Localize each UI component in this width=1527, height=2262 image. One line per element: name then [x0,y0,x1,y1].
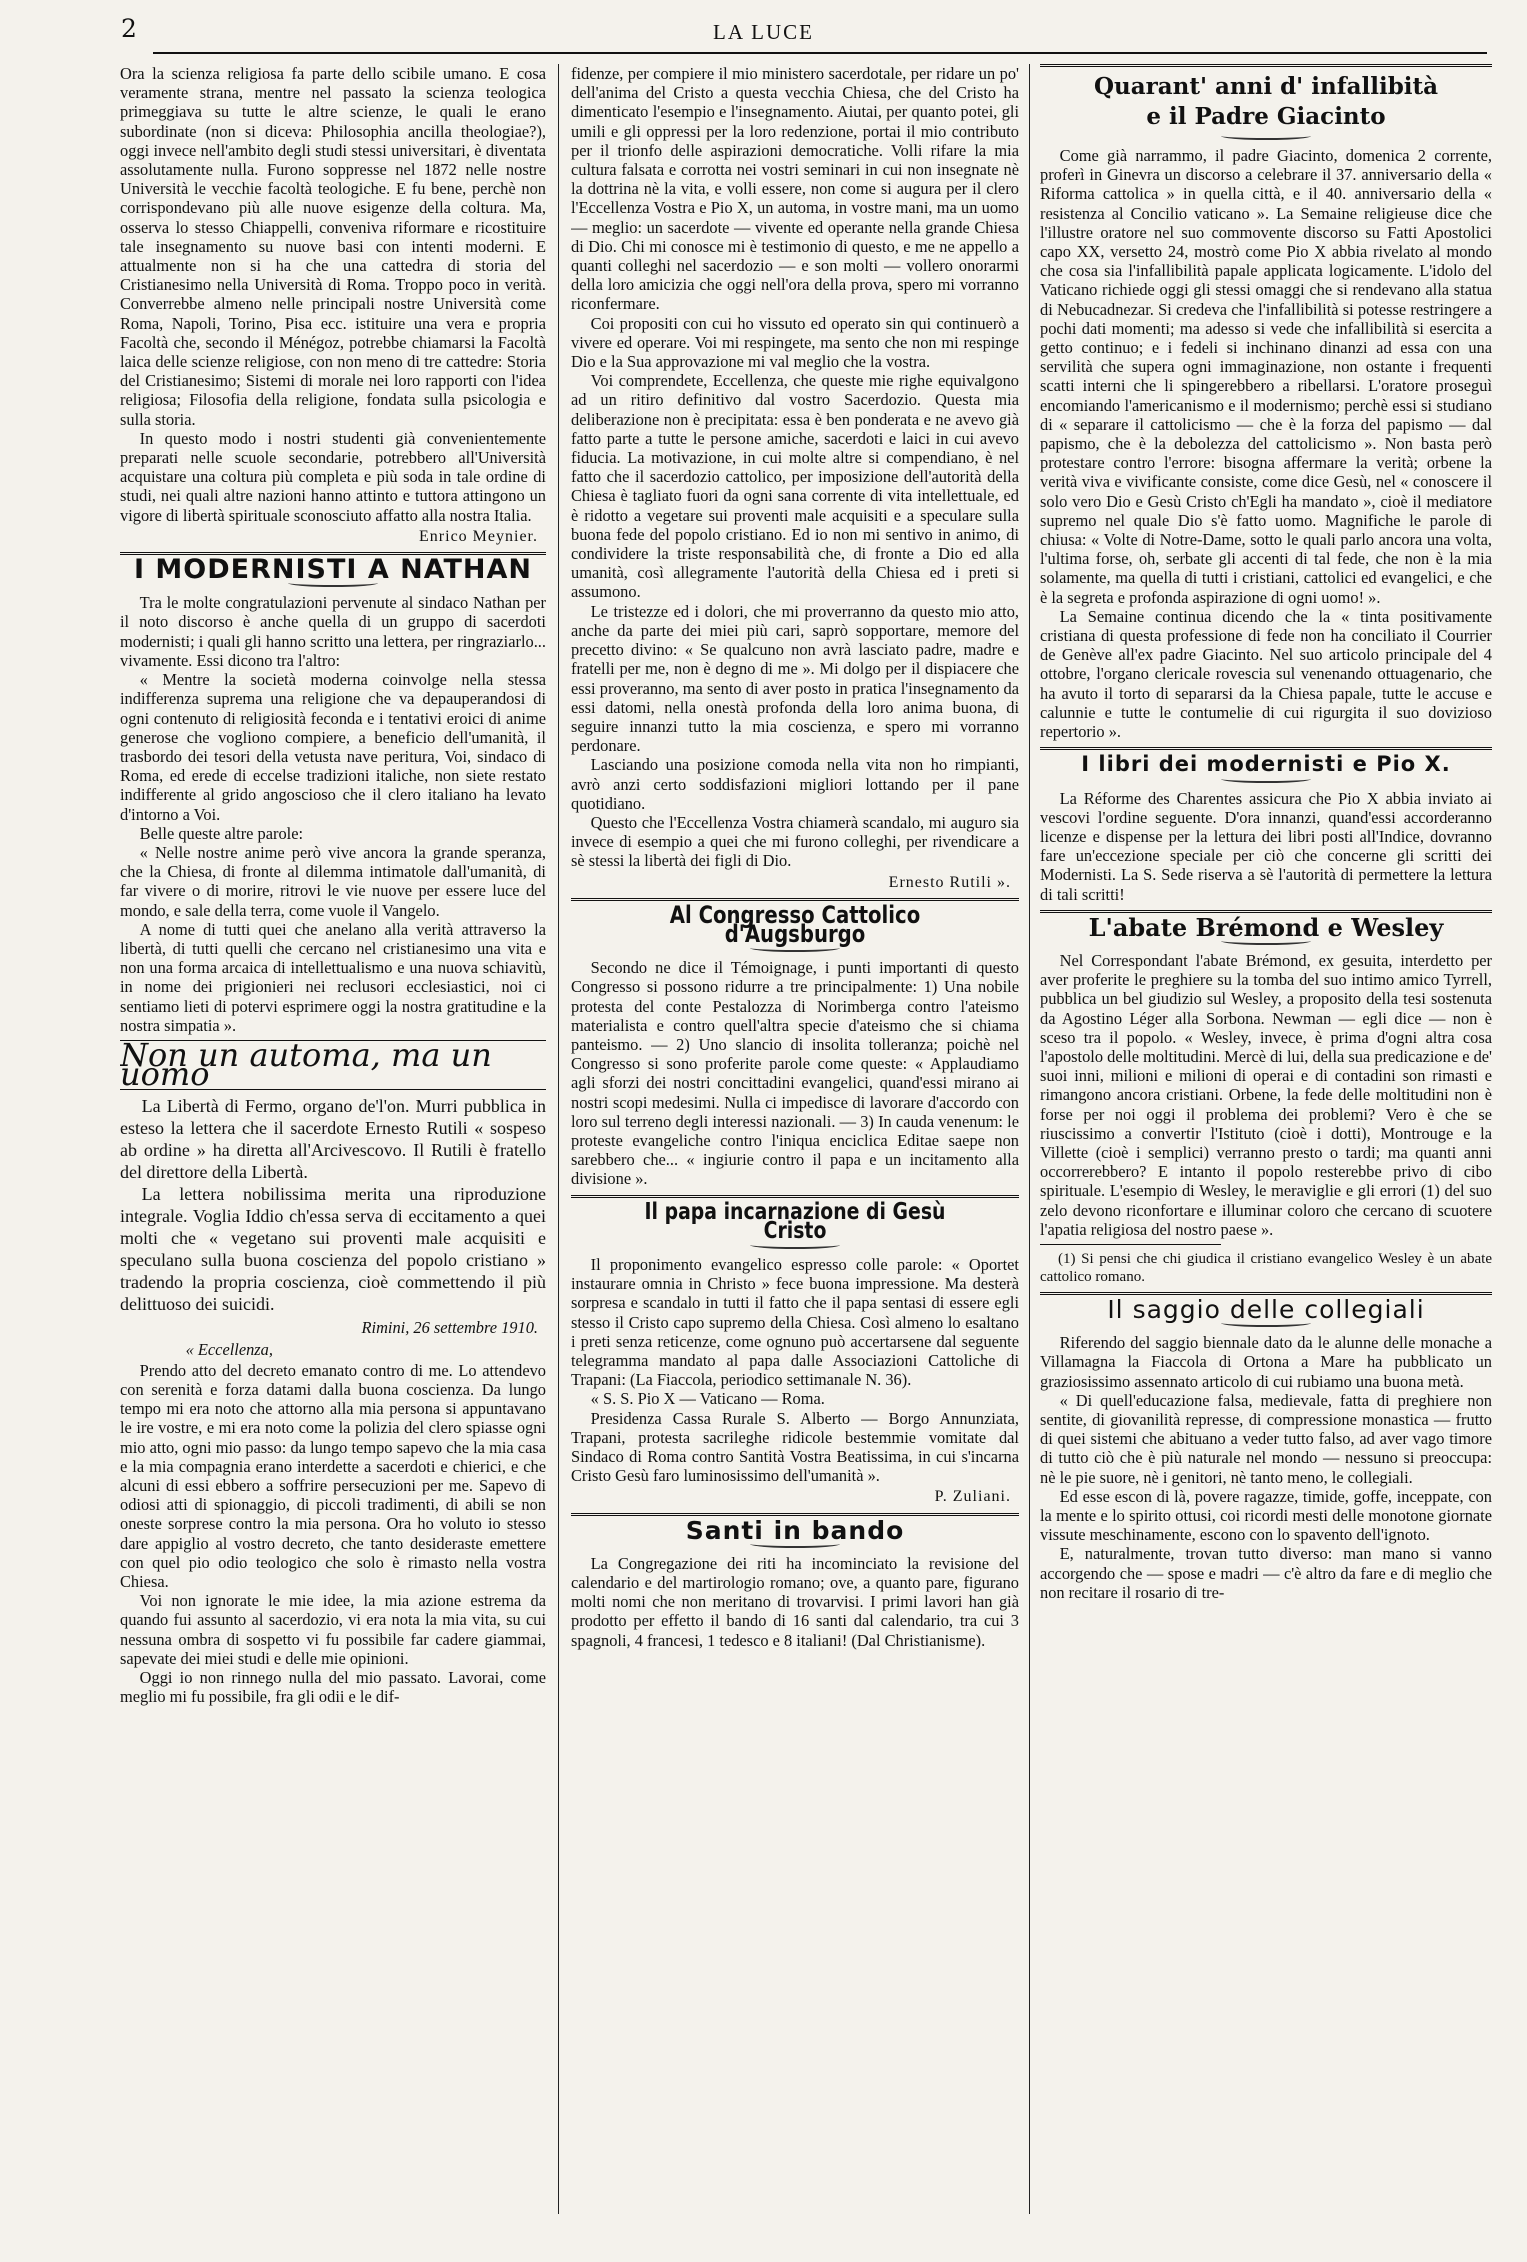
paragraph: Le tristezze ed i dolori, che mi proverranno da questo mio atto, anche da parte dei miei più cari, saprò sopportare, memore del precetto divino: « Se qualcuno non avrà lasciato padre, madre e fratelli per me, non è degno di me ». Mi dolgo per il dispiacere che essi proveranno, ma sento di aver posto in pratica l'insegnamento da essi datomi, nella onestà profonda della loro anima buona, di seguire innanzi tutto la mia coscienza, e spero mi vorranno perdonare. [571,601,1019,756]
paragraph: « Di quell'educazione falsa, medievale, fatta di preghiere non sentite, di giovanilità represse, di compressione monastica — frutto di quei sistemi che abituano a veder tutto falso, ad aver vago timore di tutto ciò che è più naturale nel mondo — nessuno si preoccupa: nè le pie suore, nè i genitori, nè tanto meno, le collegiali. [1040,1390,1492,1487]
paragraph: Ora la scienza religiosa fa parte dello scibile umano. E cosa veramente strana, mentre nel passato la scienza teologica primeggiava su tutte le altre scienze, le quali le erano subordinate (non si diceva: Philosophia ancilla theologiae?), oggi invece nell'ambito degli studi stessi universitari, è diventata assolutamente nulla. Furono soppresse nel 1872 nelle nostre Università le vecchie facoltà teologiche. E fu bene, perchè non corrispondevano più alle nuove esigenze della coltura. Ma, osserva lo stesso Chiappelli, conveniva riformare e ricostituire tale insegnamento su nuove basi con intenti moderni. E attualmente non si ha che una cattedra di storia del Cristianesimo nella Università di Roma. Troppo poco in verità. Converrebbe almeno nelle principali nostre Università come Roma, Napoli, Torino, Pisa ecc. istituire una vera e propria Facoltà che, secondo il Ménégoz, potrebbe chiamarsi la Facoltà laica delle scienze religiose, con non meno di tre cattedre: Storia del Cristianesimo; Sistemi di morale nei loro rapporti con l'idea religiosa; Filosofia della religione, fondata sulla psicologia e sulla storia. [120,64,546,429]
paragraph: Prendo atto del decreto emanato contro di me. Lo attendevo con serenità e forza datami dalla buona coscienza. Da lungo tempo mi era noto che attorno alla mia persona si appuntavano le ire vostre, e mi era noto come la polizia del clero spiasse ogni mio atto, ogni mio passo: da lungo tempo sapevo che la mia casa e la mia compagnia erano interdette a sacerdoti e chierici, e che alcuni di essi ebbero a soffrire persecuzioni per me. Sapevo di odiosi atti di spionaggio, di piccoli tradimenti, di abili se non oneste sorprese contro la mia persona. Ora ho voluto io stesso dare appiglio al vostro decreto, che tanto desideraste emettere con quel pio odio teologico che solo è rimasto nella vostra Chiesa. [120,1360,546,1591]
paragraph: Lasciando una posizione comoda nella vita non ho rimpianti, avrò anzi certo soddisfazioni migliori lottando per il pane quotidiano. [571,755,1019,813]
paragraph: Il proponimento evangelico espresso colle parole: « Oportet instaurare omnia in Christo » fece buona impressione. Ma desterà sorpresa e scandalo in tutti il fatto che il papa sentasi di essere egli stesso il Cristo capo supremo della Chiesa. Così almeno lo esaltano i preti senza reticenze, come ognuno può accertarsene dal seguente telegramma mandato al papa dalle Associazioni Cattoliche di Trapani: (La Fiaccola, periodico settimanale N. 36). [571,1254,1019,1390]
signature: Enrico Meynier. [419,527,538,545]
paragraph: Presidenza Cassa Rurale S. Alberto — Borgo Annunziata, Trapani, protesta sacrileghe ridicole bestemmie vomitate dal Sindaco di Roma contro Santità Vostra Beatissima, in cui s'incarna Cristo Gesù faro luminosissimo dell'umanità ». [571,1408,1019,1486]
footnote: (1) Si pensi che chi giudica il cristiano evangelico Wesley è un abate cattolico romano. [1040,1250,1492,1285]
footnote-rule [1040,1244,1221,1245]
paragraph: fidenze, per compiere il mio ministero sacerdotale, per ridare un po' dell'anima del Cristo a questa vecchia Chiesa, che del Cristo ha dimenticato l'esempio e l'insegnamento. Aiutai, per quanto potei, gli umili e gli oppressi per la loro redenzione, portai il mio contributo per il trionfo delle aspirazioni democratiche. Volli rifare la mia cultura falsata e corrotta nei vostri seminari in cui non insegnate nè la dottrina nè la vita, e volli essere, non come si augura per il clero l'Eccellenza Vostra e Pio X, un automa, in vostre mani, ma un uomo — meglio: un sacerdote — vivente ed operante nella grande Chiesa di Dio. Chi mi conosce mi è testimonio di questo, e me ne appello a quanti colleghi nel sacerdozio — e son molti — vollero onorarmi della loro amicizia che oggi nell'ora della prova, spero mi vorranno riconfermare. [571,64,1019,314]
paragraph: « S. S. Pio X — Vaticano — Roma. [590,1389,825,1409]
paragraph: La Congregazione dei riti ha incominciato la revisione del calendario e del martirologio romano; ove, a quanto pare, figurano molti nomi che non meritano di trovarvisi. I primi lavori han già prodotto per effetto il bando di 16 santi dal calendario, tra cui 3 spagnoli, 4 francesi, 1 tedesco e 8 italiani! (Dal Christianisme). [571,1553,1019,1650]
article-headline-line-2: e il Padre Giacinto [1146,103,1386,130]
article-headline: L'abate Brémond e Wesley [1088,912,1444,942]
paragraph: La lettera nobilissima merita una riproduzione integrale. Voglia Iddio ch'essa serva di eccitamento a quei molti che « vegetano sui proventi male acquisiti e speculano sulla buona coscienza del popolo cristiano » tradendo la propria coscienza, cioè commettendo il più delittuoso dei suicidi. [120,1184,546,1315]
paragraph: « Mentre la società moderna coinvolge nella stessa indifferenza suprema una religione che va depauperandosi di ogni contenuto di religiosità feconda e i tentativi eroici di anime generose che vogliono compiere, a beneficio dell'umanità, il trasbordo dei tesori della vetusta nave peritura, Voi, sindaco di Roma, ed erede di eccelse tradizioni italiche, non siete restato indifferente al grido angoscioso che il clero italiano ha levato d'intorno a Voi. [120,670,546,824]
article-headline: I MODERNISTI A NATHAN [133,554,533,586]
column-3 [1040,64,1492,1602]
paragraph: Voi comprendete, Eccellenza, che queste mie righe equivalgono ad un ritiro definitivo dal vostro Sacerdozio. Questa mia deliberazione non è precipitata: essa è ben ponderata e ne avevo già fatto parte a tutte le persone amiche, sacerdoti e laici in cui avevo fiducia. La motivazione, in cui molte altre si compendiano, è nel fatto che il sacerdozio cattolico, per imposizione dell'autorità della Chiesa è tagliato fuori da ogni sana corrente di vita intellettuale, ed è ridotto a vegetare sui proventi male acquisiti e a speculare sulla buona fede del popolo cristiano. Ed io non mi sentivo in animo, di condividere la triste responsabilità che, di fronte a Dio ed alla umanità, così allegramente l'autorità della Chiesa ed i preti si assumono. [571,371,1019,602]
article-headline: Quarant' anni d' infallibità [1093,73,1439,100]
paragraph: Riferendo del saggio biennale dato da le alunne delle monache a Villamagna la Fiaccola di Ortona a Mare ha pubblicato un graziosissimo assennato articolo di cui rubiamo una buona metà. [1040,1333,1492,1391]
article-headline: I libri dei modernisti e Pio X. [1081,752,1451,777]
column-divider-2 [1029,64,1030,2214]
headline-flourish [1221,132,1311,140]
header-rule [153,52,1487,54]
column-1 [120,64,546,1706]
paragraph: Voi non ignorate le mie idee, la mia azione estrema da quando fui assunto al sacerdozio, vi era nota la mia vita, su cui nessuna ombra di sospetto vi fu possibile far cadere giammai, sapevate dei miei studi e delle mie opinioni. [120,1591,546,1668]
signature: P. Zuliani. [934,1488,1011,1506]
paragraph: Tra le molte congratulazioni pervenute al sindaco Nathan per il noto discorso è anche quella di un gruppo di sacerdoti modernisti; i quali gli hanno scritto una lettera, per ringraziarlo... vivamente. Essi dicono tra l'altro: [120,593,546,670]
paragraph: La Semaine continua dicendo che la « tinta positivamente cristiana di questa professione di fede non ha conciliato il Courrier de Genève all'ex padre Giacinto. Nel suo articolo principale del 4 ottobre, l'organo clericale rovescia sul venenando ottuagenario, che ha avuto il torto di separarsi da la Chiesa papale, tutte le accuse e calunnie e tutte le contumelie di cui rigurgita il suo dovizioso repertorio ». [1040,606,1492,742]
dateline: Rimini, 26 settembre 1910. [361,1318,538,1338]
paragraph: Oggi io non rinnego nulla del mio passato. Lavorai, come meglio mi fu possibile, fra gli odii e le dif- [120,1668,546,1707]
paragraph: Coi propositi con cui ho vissuto ed operato sin qui continuerò a vivere ed operare. Voi mi respingete, ma sento che non mi respinge Dio e la Sua approvazione mi val meglio che la vostra. [571,313,1019,372]
article-headline: Non un automa, ma un uomo [120,1035,492,1094]
paragraph: Ed esse escon di là, povere ragazze, timide, goffe, inceppate, con la mente e lo spirito ottusi, coi ricordi mesti delle monotone giornate vissute meschinamente, escono con lo spavento dell'ignoto. [1040,1486,1492,1545]
paragraph: « Nelle nostre anime però vive ancora la grande speranza, che la Chiesa, di fronte al dilemma intimatole dall'umanità, di far vivere o di morire, ritrovi le vie nuove per essere luce del mondo, e sale della terra, come vuole il Vangelo. [120,842,546,920]
section-rule [1040,64,1492,67]
section-rule [571,1195,1019,1198]
paragraph: La Réforme des Charentes assicura che Pio X abbia inviato ai vescovi l'ordine seguente. D'ora innanzi, quand'essi accorderanno licenze e dispense per la lettura dei libri posti all'Indice, dovranno fare un'eccezione speciale per ciò che concerne gli scritti dei Modernisti. La S. Sede riserva a sè l'autorità di permettere la lettura di tali scritti! [1040,788,1492,904]
paragraph: In questo modo i nostri studenti già convenientemente preparati nelle scuole secondarie, potrebbero all'Università acquistare una coltura più completa e più soda in tale ordine di studi, nei quali altre nazioni hanno attinto e tuttora attingono un vigore di libertà spirituale sconosciuto affatto alla nostra Italia. [120,428,546,525]
section-rule [1040,747,1492,750]
paragraph: E, naturalmente, trovan tutto diverso: man mano si vanno accorgendo che — spose e madri — c'è altro da fare e di meglio che non recitare il rosario di tre- [1040,1544,1492,1602]
paragraph: Belle queste altre parole: [139,823,304,843]
column-divider-1 [558,64,559,2214]
paragraph: A nome di tutti quei che anelano alla verità attraverso la libertà, di tutti quelli che cercano nel cristianesimo una vita e non una forma arcaica di intellettualismo e una nuova schiavitù, in nome dei prigionieri nei reclusori ecclesiastici, noi ci sentiamo lieti di potervi esprimere oggi la nostra gratitudine e la nostra simpatia ». [120,919,546,1035]
paragraph: Questo che l'Eccellenza Vostra chiamerà scandalo, mi auguro sia invece di esempio a quei che mi furono colleghi, per rivendicare a sè stessi la libertà dei figli di Dio. [571,812,1019,871]
paragraph: Come già narrammo, il padre Giacinto, domenica 2 corrente, proferì in Ginevra un discorso a celebrare il 37. anniversario della « Riforma cattolica » in quella città, e il 40. anniversario della « resistenza al Concilio vaticano ». La Semaine religieuse dice che l'illustre oratore nel suo commovente discorso su Fatti Apostolici capo XX, versetto 24, mostrò come Pio X abbia rivelato al mondo che cosa sia l'infallibilità papale applicata logicamente. L'idolo del Vaticano richiede oggi gli stessi omaggi che si rendevano alla statua di Nebucadnezar. Si credeva che l'infallibilità si potesse restringere a pochi dati momenti; ma adesso si vede che infallibilità si esercita a getto continuo; e i fedeli si inchinano dinanzi ad essa con una servilità che supera ogni immaginazione, non ostante i frequenti scatti interni che li spingerebbero a ribellarsi. L'oratore proseguì encomiando l'americanismo e il modernismo; perchè essi si studiano di « separare il cattolicismo — che è la forza del papismo — dal papismo, che è la debolezza del cattolicismo ». Non basta però protestare contro l'errore: bisogna affermare la verità; orbene la verità viva e vivificante consiste, come dice Gesù, nel « conoscere il solo vero Dio e Gesù Cristo ch'Egli ha mandato », cioè il mediatore supremo nel quale Dio s'è fatto uomo. Magnifiche le parole di chiusa: « Volte di Notre-Dame, sotto le quali parlo ancora una volta, l'ultima forse, oh, serbate gli accenti di tal fede, che non è la mia solamente, ma quella di tutti i cristiani, cattolici ed evangelici, e che è la segreta e profonda aspirazione di ogni uomo! ». [1040,146,1492,607]
paragraph: Secondo ne dice il Témoignage, i punti importanti di questo Congresso si possono ridurre a tre principalmente: 1) Una nobile protesta del conte Pestalozza di Norimberga contro l'ateismo materialista e contro quell'altra specie d'ateismo che si chiama panteismo. — 2) Uno slancio di insolita tolleranza; poichè nel Congresso si sono proferite parole come queste: « Applaudiamo agli sforzi dei nostri concittadini evangelici, quand'essi mirano ai nostri scopi medesimi. Nulla ci impedisce di lavorare d'accordo con loro sul terreno degli interessi nazionali. — 3) In cauda venenum: le proteste evangeliche contro l'iniqua enciclica Editae saepe non sarebbero che... « ingiurie contro il papa e un incitamento alla divisione ». [571,958,1019,1189]
article-headline: Santi in bando [685,1515,905,1545]
salutation: « Eccellenza, [185,1339,273,1359]
masthead-title: LA LUCE [713,20,814,44]
page-number: 2 [121,14,137,43]
signature: Ernesto Rutili ». [888,873,1011,891]
column-2 [571,64,1019,1650]
article-headline: Il papa incarnazione di Gesù Cristo [644,1198,946,1244]
article-headline: Il saggio delle collegiali [1107,1294,1425,1324]
article-headline: Al Congresso Cattolico d'Augsburgo [669,900,921,948]
paragraph: La Libertà di Fermo, organo de'l'on. Murri pubblica in esteso la lettera che il sacerdote Ernesto Rutili « sospeso ab ordine » ha diretta all'Arcivescovo. Il Rutili è fratello del direttore della Libertà. [120,1096,546,1183]
paragraph: Nel Correspondant l'abate Brémond, ex gesuita, interdetto per aver proferite le preghiere su la tomba del suo intimo amico Tyrrell, pubblica un bel giudizio sul Wesley, a proposito della tesi sostenuta da Agostino Léger alla Sorbona. Newman — egli dice — non è sceso tra il popolo. « Wesley, invece, è prima d'ogni altra cosa l'apostolo delle moltitudini. Mercè di lui, della sua predicazione e de' suoi inni, milioni e milioni di operai e di contadini son rimasti e rimangono ancora cristiani. Orbene, la fede delle moltitudini non è forse per noi oggi il problema dei problemi? Vero è che se riuscissimo a convertir l'Istituto (cioè i dotti), Montrouge e la Villette (cioè i semplici) verranno presto o tardi; ma quanti anni occorrerebbero? E intanto il popolo resterebbe privo di cibo spirituale. L'esempio di Wesley, le meraviglie e gli errori (1) del suo zelo devono riconfortare e illuminar coloro che cercano di scuotere l'apatia religiosa del nostro paese ». [1040,950,1492,1239]
